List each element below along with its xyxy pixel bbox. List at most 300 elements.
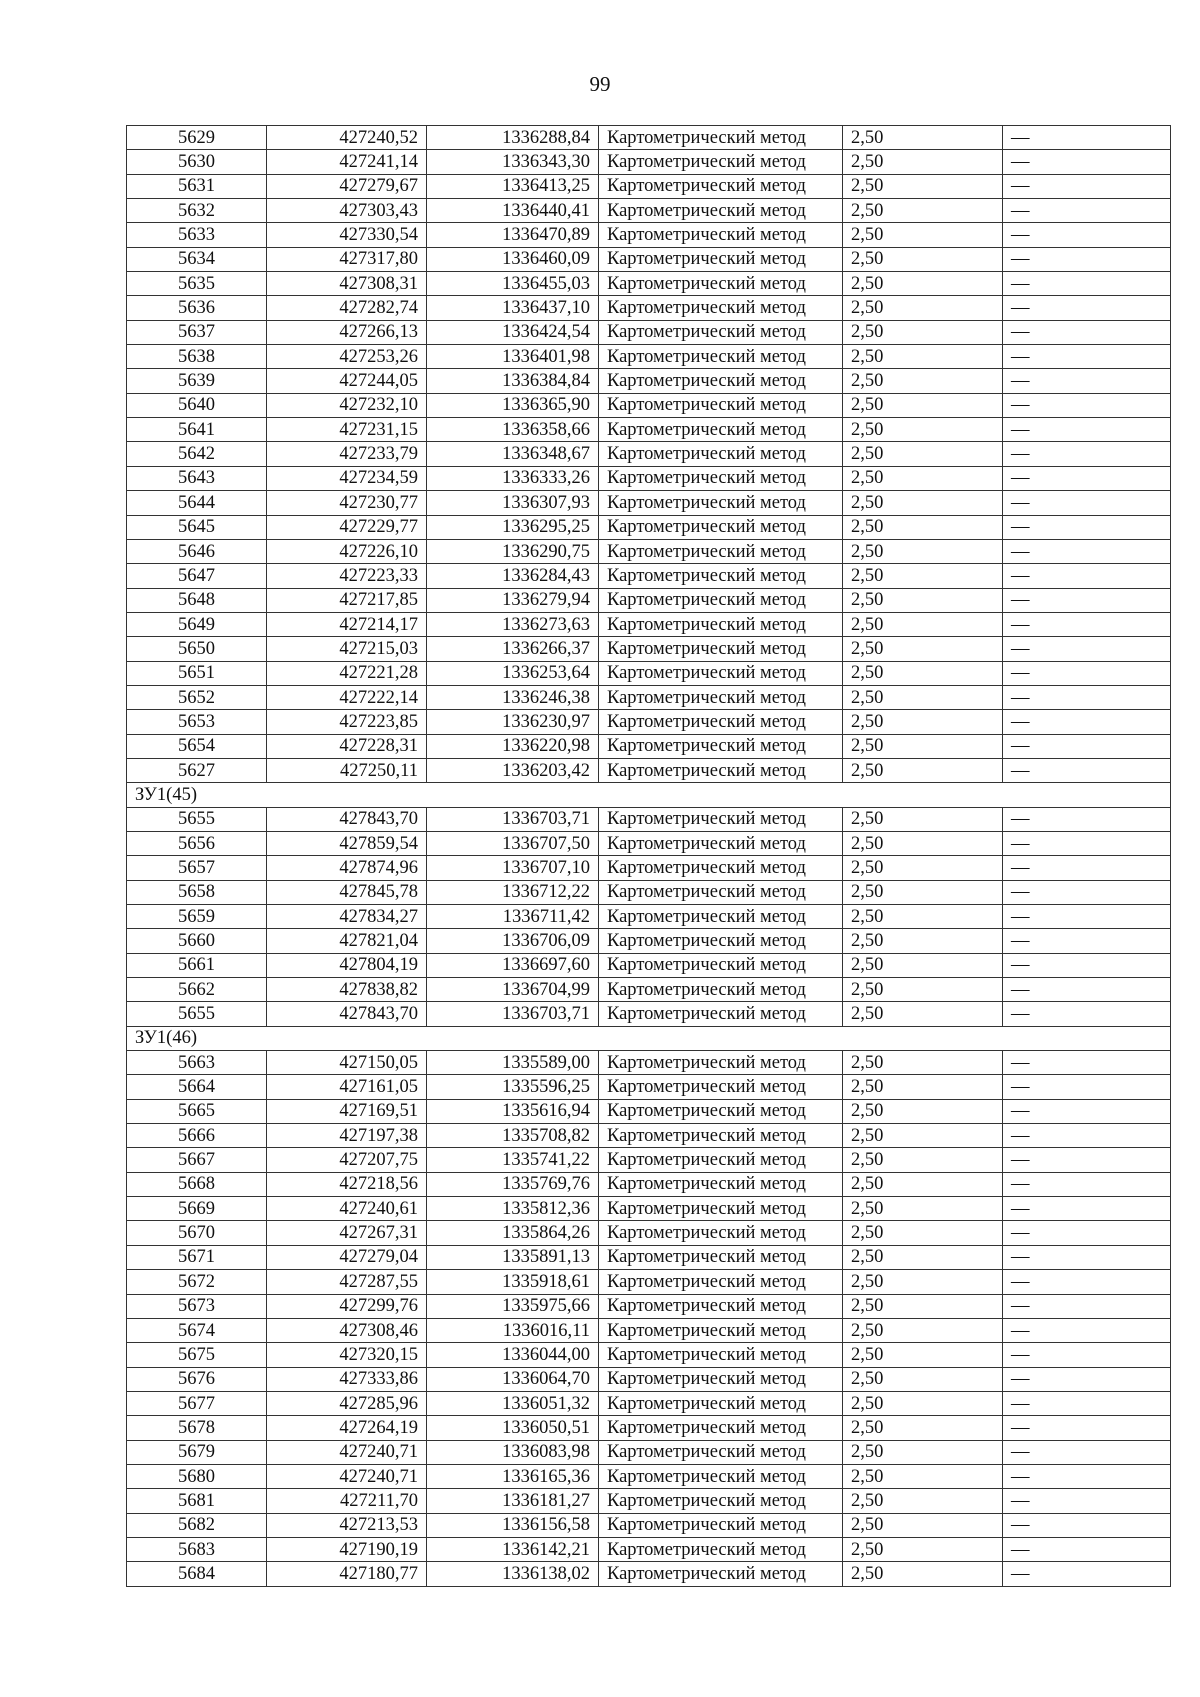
y-coordinate-cell: 1336470,89 bbox=[427, 223, 599, 247]
y-coordinate-cell: 1336288,84 bbox=[427, 126, 599, 150]
table-row bbox=[127, 1294, 1171, 1318]
method-cell: Картометрический метод bbox=[599, 515, 843, 539]
table-row bbox=[127, 1221, 1171, 1245]
point-number-cell: 5649 bbox=[127, 612, 267, 636]
description-cell: — bbox=[1003, 491, 1171, 515]
table-row bbox=[127, 1489, 1171, 1513]
accuracy-cell: 2,50 bbox=[843, 247, 1003, 271]
description-cell: — bbox=[1003, 1294, 1171, 1318]
table-row bbox=[127, 442, 1171, 466]
description-cell: — bbox=[1003, 831, 1171, 855]
y-coordinate-cell: 1335708,82 bbox=[427, 1124, 599, 1148]
accuracy-cell: 2,50 bbox=[843, 564, 1003, 588]
accuracy-cell: 2,50 bbox=[843, 1270, 1003, 1294]
description-cell: — bbox=[1003, 539, 1171, 563]
method-cell: Картометрический метод bbox=[599, 442, 843, 466]
point-number-cell: 5676 bbox=[127, 1367, 267, 1391]
y-coordinate-cell: 1336083,98 bbox=[427, 1440, 599, 1464]
description-cell: — bbox=[1003, 685, 1171, 709]
method-cell: Картометрический метод bbox=[599, 1172, 843, 1196]
description-cell: — bbox=[1003, 1562, 1171, 1586]
method-cell: Картометрический метод bbox=[599, 856, 843, 880]
point-number-cell: 5683 bbox=[127, 1537, 267, 1561]
x-coordinate-cell: 427240,71 bbox=[267, 1440, 427, 1464]
method-cell: Картометрический метод bbox=[599, 418, 843, 442]
method-cell: Картометрический метод bbox=[599, 1124, 843, 1148]
point-number-cell: 5637 bbox=[127, 320, 267, 344]
y-coordinate-cell: 1336295,25 bbox=[427, 515, 599, 539]
coordinates-table bbox=[126, 125, 1171, 1587]
method-cell: Картометрический метод bbox=[599, 588, 843, 612]
point-number-cell: 5671 bbox=[127, 1245, 267, 1269]
method-cell: Картометрический метод bbox=[599, 199, 843, 223]
table-row bbox=[127, 953, 1171, 977]
section-row bbox=[127, 1026, 1171, 1050]
description-cell: — bbox=[1003, 247, 1171, 271]
table-row bbox=[127, 1513, 1171, 1537]
description-cell: — bbox=[1003, 710, 1171, 734]
x-coordinate-cell: 427320,15 bbox=[267, 1343, 427, 1367]
description-cell: — bbox=[1003, 272, 1171, 296]
y-coordinate-cell: 1335596,25 bbox=[427, 1075, 599, 1099]
description-cell: — bbox=[1003, 758, 1171, 782]
accuracy-cell: 2,50 bbox=[843, 1099, 1003, 1123]
accuracy-cell: 2,50 bbox=[843, 296, 1003, 320]
point-number-cell: 5677 bbox=[127, 1391, 267, 1415]
description-cell: — bbox=[1003, 418, 1171, 442]
y-coordinate-cell: 1336440,41 bbox=[427, 199, 599, 223]
method-cell: Картометрический метод bbox=[599, 807, 843, 831]
method-cell: Картометрический метод bbox=[599, 369, 843, 393]
accuracy-cell: 2,50 bbox=[843, 1318, 1003, 1342]
table-row bbox=[127, 710, 1171, 734]
point-number-cell: 5662 bbox=[127, 978, 267, 1002]
table-row bbox=[127, 978, 1171, 1002]
y-coordinate-cell: 1336437,10 bbox=[427, 296, 599, 320]
y-coordinate-cell: 1336384,84 bbox=[427, 369, 599, 393]
point-number-cell: 5684 bbox=[127, 1562, 267, 1586]
accuracy-cell: 2,50 bbox=[843, 1124, 1003, 1148]
accuracy-cell: 2,50 bbox=[843, 1294, 1003, 1318]
x-coordinate-cell: 427214,17 bbox=[267, 612, 427, 636]
description-cell: — bbox=[1003, 1367, 1171, 1391]
point-number-cell: 5633 bbox=[127, 223, 267, 247]
description-cell: — bbox=[1003, 515, 1171, 539]
table-row bbox=[127, 539, 1171, 563]
table-row bbox=[127, 491, 1171, 515]
accuracy-cell: 2,50 bbox=[843, 1148, 1003, 1172]
x-coordinate-cell: 427845,78 bbox=[267, 880, 427, 904]
x-coordinate-cell: 427240,71 bbox=[267, 1464, 427, 1488]
description-cell: — bbox=[1003, 1537, 1171, 1561]
x-coordinate-cell: 427253,26 bbox=[267, 345, 427, 369]
point-number-cell: 5653 bbox=[127, 710, 267, 734]
table-row bbox=[127, 856, 1171, 880]
point-number-cell: 5669 bbox=[127, 1197, 267, 1221]
description-cell: — bbox=[1003, 393, 1171, 417]
y-coordinate-cell: 1335812,36 bbox=[427, 1197, 599, 1221]
description-cell: — bbox=[1003, 1172, 1171, 1196]
point-number-cell: 5680 bbox=[127, 1464, 267, 1488]
table-row bbox=[127, 393, 1171, 417]
point-number-cell: 5655 bbox=[127, 1002, 267, 1026]
method-cell: Картометрический метод bbox=[599, 174, 843, 198]
x-coordinate-cell: 427287,55 bbox=[267, 1270, 427, 1294]
table-row bbox=[127, 1148, 1171, 1172]
description-cell: — bbox=[1003, 807, 1171, 831]
table-row bbox=[127, 1367, 1171, 1391]
y-coordinate-cell: 1336050,51 bbox=[427, 1416, 599, 1440]
point-number-cell: 5681 bbox=[127, 1489, 267, 1513]
section-row bbox=[127, 783, 1171, 807]
description-cell: — bbox=[1003, 1197, 1171, 1221]
method-cell: Картометрический метод bbox=[599, 1099, 843, 1123]
accuracy-cell: 2,50 bbox=[843, 320, 1003, 344]
accuracy-cell: 2,50 bbox=[843, 1513, 1003, 1537]
x-coordinate-cell: 427244,05 bbox=[267, 369, 427, 393]
accuracy-cell: 2,50 bbox=[843, 466, 1003, 490]
description-cell: — bbox=[1003, 661, 1171, 685]
x-coordinate-cell: 427150,05 bbox=[267, 1051, 427, 1075]
y-coordinate-cell: 1336290,75 bbox=[427, 539, 599, 563]
accuracy-cell: 2,50 bbox=[843, 393, 1003, 417]
accuracy-cell: 2,50 bbox=[843, 1391, 1003, 1415]
table-row bbox=[127, 1464, 1171, 1488]
accuracy-cell: 2,50 bbox=[843, 1221, 1003, 1245]
table-row bbox=[127, 661, 1171, 685]
description-cell: — bbox=[1003, 856, 1171, 880]
point-number-cell: 5663 bbox=[127, 1051, 267, 1075]
table-row bbox=[127, 1245, 1171, 1269]
y-coordinate-cell: 1335918,61 bbox=[427, 1270, 599, 1294]
x-coordinate-cell: 427217,85 bbox=[267, 588, 427, 612]
table-row bbox=[127, 685, 1171, 709]
accuracy-cell: 2,50 bbox=[843, 1464, 1003, 1488]
x-coordinate-cell: 427264,19 bbox=[267, 1416, 427, 1440]
description-cell: — bbox=[1003, 612, 1171, 636]
accuracy-cell: 2,50 bbox=[843, 978, 1003, 1002]
y-coordinate-cell: 1336203,42 bbox=[427, 758, 599, 782]
method-cell: Картометрический метод bbox=[599, 1367, 843, 1391]
y-coordinate-cell: 1336712,22 bbox=[427, 880, 599, 904]
method-cell: Картометрический метод bbox=[599, 1416, 843, 1440]
table-row bbox=[127, 880, 1171, 904]
x-coordinate-cell: 427308,46 bbox=[267, 1318, 427, 1342]
table-row bbox=[127, 831, 1171, 855]
x-coordinate-cell: 427267,31 bbox=[267, 1221, 427, 1245]
y-coordinate-cell: 1336348,67 bbox=[427, 442, 599, 466]
table-row bbox=[127, 807, 1171, 831]
table-row bbox=[127, 174, 1171, 198]
description-cell: — bbox=[1003, 588, 1171, 612]
x-coordinate-cell: 427282,74 bbox=[267, 296, 427, 320]
table-row bbox=[127, 905, 1171, 929]
y-coordinate-cell: 1336333,26 bbox=[427, 466, 599, 490]
point-number-cell: 5659 bbox=[127, 905, 267, 929]
point-number-cell: 5655 bbox=[127, 807, 267, 831]
method-cell: Картометрический метод bbox=[599, 1537, 843, 1561]
method-cell: Картометрический метод bbox=[599, 296, 843, 320]
y-coordinate-cell: 1336703,71 bbox=[427, 1002, 599, 1026]
description-cell: — bbox=[1003, 1343, 1171, 1367]
point-number-cell: 5652 bbox=[127, 685, 267, 709]
accuracy-cell: 2,50 bbox=[843, 1245, 1003, 1269]
y-coordinate-cell: 1336307,93 bbox=[427, 491, 599, 515]
method-cell: Картометрический метод bbox=[599, 685, 843, 709]
y-coordinate-cell: 1336460,09 bbox=[427, 247, 599, 271]
point-number-cell: 5670 bbox=[127, 1221, 267, 1245]
table-row bbox=[127, 515, 1171, 539]
description-cell: — bbox=[1003, 126, 1171, 150]
point-number-cell: 5678 bbox=[127, 1416, 267, 1440]
method-cell: Картометрический метод bbox=[599, 710, 843, 734]
point-number-cell: 5682 bbox=[127, 1513, 267, 1537]
method-cell: Картометрический метод bbox=[599, 1221, 843, 1245]
table-row bbox=[127, 1197, 1171, 1221]
table-row bbox=[127, 929, 1171, 953]
accuracy-cell: 2,50 bbox=[843, 685, 1003, 709]
description-cell: — bbox=[1003, 1075, 1171, 1099]
y-coordinate-cell: 1336246,38 bbox=[427, 685, 599, 709]
accuracy-cell: 2,50 bbox=[843, 174, 1003, 198]
description-cell: — bbox=[1003, 1221, 1171, 1245]
point-number-cell: 5627 bbox=[127, 758, 267, 782]
point-number-cell: 5646 bbox=[127, 539, 267, 563]
accuracy-cell: 2,50 bbox=[843, 953, 1003, 977]
x-coordinate-cell: 427240,61 bbox=[267, 1197, 427, 1221]
table-row bbox=[127, 1343, 1171, 1367]
table-row bbox=[127, 466, 1171, 490]
method-cell: Картометрический метод bbox=[599, 831, 843, 855]
accuracy-cell: 2,50 bbox=[843, 272, 1003, 296]
x-coordinate-cell: 427330,54 bbox=[267, 223, 427, 247]
description-cell: — bbox=[1003, 442, 1171, 466]
description-cell: — bbox=[1003, 1464, 1171, 1488]
y-coordinate-cell: 1336413,25 bbox=[427, 174, 599, 198]
y-coordinate-cell: 1335589,00 bbox=[427, 1051, 599, 1075]
y-coordinate-cell: 1336284,43 bbox=[427, 564, 599, 588]
table-row bbox=[127, 1318, 1171, 1342]
table-row bbox=[127, 418, 1171, 442]
x-coordinate-cell: 427234,59 bbox=[267, 466, 427, 490]
section-title: ЗУ1(46) bbox=[127, 1026, 1171, 1050]
x-coordinate-cell: 427213,53 bbox=[267, 1513, 427, 1537]
accuracy-cell: 2,50 bbox=[843, 637, 1003, 661]
table-row bbox=[127, 247, 1171, 271]
y-coordinate-cell: 1336455,03 bbox=[427, 272, 599, 296]
table-row bbox=[127, 320, 1171, 344]
y-coordinate-cell: 1336697,60 bbox=[427, 953, 599, 977]
x-coordinate-cell: 427223,33 bbox=[267, 564, 427, 588]
y-coordinate-cell: 1336711,42 bbox=[427, 905, 599, 929]
point-number-cell: 5639 bbox=[127, 369, 267, 393]
method-cell: Картометрический метод bbox=[599, 734, 843, 758]
description-cell: — bbox=[1003, 1245, 1171, 1269]
x-coordinate-cell: 427197,38 bbox=[267, 1124, 427, 1148]
x-coordinate-cell: 427279,04 bbox=[267, 1245, 427, 1269]
x-coordinate-cell: 427226,10 bbox=[267, 539, 427, 563]
y-coordinate-cell: 1336165,36 bbox=[427, 1464, 599, 1488]
y-coordinate-cell: 1336230,97 bbox=[427, 710, 599, 734]
method-cell: Картометрический метод bbox=[599, 223, 843, 247]
point-number-cell: 5666 bbox=[127, 1124, 267, 1148]
x-coordinate-cell: 427266,13 bbox=[267, 320, 427, 344]
accuracy-cell: 2,50 bbox=[843, 710, 1003, 734]
x-coordinate-cell: 427211,70 bbox=[267, 1489, 427, 1513]
y-coordinate-cell: 1336704,99 bbox=[427, 978, 599, 1002]
method-cell: Картометрический метод bbox=[599, 393, 843, 417]
method-cell: Картометрический метод bbox=[599, 272, 843, 296]
x-coordinate-cell: 427317,80 bbox=[267, 247, 427, 271]
x-coordinate-cell: 427222,14 bbox=[267, 685, 427, 709]
method-cell: Картометрический метод bbox=[599, 1562, 843, 1586]
point-number-cell: 5636 bbox=[127, 296, 267, 320]
description-cell: — bbox=[1003, 1124, 1171, 1148]
accuracy-cell: 2,50 bbox=[843, 661, 1003, 685]
accuracy-cell: 2,50 bbox=[843, 612, 1003, 636]
description-cell: — bbox=[1003, 1318, 1171, 1342]
method-cell: Картометрический метод bbox=[599, 247, 843, 271]
y-coordinate-cell: 1335864,26 bbox=[427, 1221, 599, 1245]
method-cell: Картометрический метод bbox=[599, 1440, 843, 1464]
method-cell: Картометрический метод bbox=[599, 978, 843, 1002]
table-row bbox=[127, 758, 1171, 782]
accuracy-cell: 2,50 bbox=[843, 199, 1003, 223]
x-coordinate-cell: 427169,51 bbox=[267, 1099, 427, 1123]
description-cell: — bbox=[1003, 199, 1171, 223]
accuracy-cell: 2,50 bbox=[843, 905, 1003, 929]
x-coordinate-cell: 427859,54 bbox=[267, 831, 427, 855]
table-row bbox=[127, 1391, 1171, 1415]
coordinates-table-body bbox=[127, 126, 1171, 1587]
accuracy-cell: 2,50 bbox=[843, 1343, 1003, 1367]
point-number-cell: 5657 bbox=[127, 856, 267, 880]
accuracy-cell: 2,50 bbox=[843, 539, 1003, 563]
table-row bbox=[127, 296, 1171, 320]
point-number-cell: 5664 bbox=[127, 1075, 267, 1099]
method-cell: Картометрический метод bbox=[599, 1270, 843, 1294]
accuracy-cell: 2,50 bbox=[843, 1172, 1003, 1196]
description-cell: — bbox=[1003, 1440, 1171, 1464]
accuracy-cell: 2,50 bbox=[843, 588, 1003, 612]
description-cell: — bbox=[1003, 1391, 1171, 1415]
x-coordinate-cell: 427303,43 bbox=[267, 199, 427, 223]
point-number-cell: 5679 bbox=[127, 1440, 267, 1464]
description-cell: — bbox=[1003, 637, 1171, 661]
accuracy-cell: 2,50 bbox=[843, 758, 1003, 782]
x-coordinate-cell: 427279,67 bbox=[267, 174, 427, 198]
table-row bbox=[127, 588, 1171, 612]
method-cell: Картометрический метод bbox=[599, 880, 843, 904]
point-number-cell: 5644 bbox=[127, 491, 267, 515]
description-cell: — bbox=[1003, 296, 1171, 320]
y-coordinate-cell: 1336424,54 bbox=[427, 320, 599, 344]
x-coordinate-cell: 427821,04 bbox=[267, 929, 427, 953]
x-coordinate-cell: 427161,05 bbox=[267, 1075, 427, 1099]
x-coordinate-cell: 427207,75 bbox=[267, 1148, 427, 1172]
method-cell: Картометрический метод bbox=[599, 1464, 843, 1488]
page-number: 99 bbox=[589, 72, 611, 96]
method-cell: Картометрический метод bbox=[599, 491, 843, 515]
point-number-cell: 5656 bbox=[127, 831, 267, 855]
description-cell: — bbox=[1003, 880, 1171, 904]
point-number-cell: 5648 bbox=[127, 588, 267, 612]
accuracy-cell: 2,50 bbox=[843, 1367, 1003, 1391]
accuracy-cell: 2,50 bbox=[843, 1197, 1003, 1221]
description-cell: — bbox=[1003, 174, 1171, 198]
x-coordinate-cell: 427804,19 bbox=[267, 953, 427, 977]
description-cell: — bbox=[1003, 369, 1171, 393]
description-cell: — bbox=[1003, 150, 1171, 174]
method-cell: Картометрический метод bbox=[599, 320, 843, 344]
point-number-cell: 5642 bbox=[127, 442, 267, 466]
description-cell: — bbox=[1003, 345, 1171, 369]
accuracy-cell: 2,50 bbox=[843, 150, 1003, 174]
method-cell: Картометрический метод bbox=[599, 1489, 843, 1513]
accuracy-cell: 2,50 bbox=[843, 734, 1003, 758]
table-row bbox=[127, 345, 1171, 369]
description-cell: — bbox=[1003, 564, 1171, 588]
point-number-cell: 5629 bbox=[127, 126, 267, 150]
x-coordinate-cell: 427180,77 bbox=[267, 1562, 427, 1586]
method-cell: Картометрический метод bbox=[599, 953, 843, 977]
y-coordinate-cell: 1336703,71 bbox=[427, 807, 599, 831]
description-cell: — bbox=[1003, 953, 1171, 977]
point-number-cell: 5643 bbox=[127, 466, 267, 490]
description-cell: — bbox=[1003, 734, 1171, 758]
point-number-cell: 5661 bbox=[127, 953, 267, 977]
accuracy-cell: 2,50 bbox=[843, 1537, 1003, 1561]
x-coordinate-cell: 427221,28 bbox=[267, 661, 427, 685]
point-number-cell: 5658 bbox=[127, 880, 267, 904]
point-number-cell: 5654 bbox=[127, 734, 267, 758]
point-number-cell: 5632 bbox=[127, 199, 267, 223]
method-cell: Картометрический метод bbox=[599, 1294, 843, 1318]
y-coordinate-cell: 1336343,30 bbox=[427, 150, 599, 174]
accuracy-cell: 2,50 bbox=[843, 880, 1003, 904]
accuracy-cell: 2,50 bbox=[843, 1440, 1003, 1464]
y-coordinate-cell: 1336707,10 bbox=[427, 856, 599, 880]
y-coordinate-cell: 1335975,66 bbox=[427, 1294, 599, 1318]
table-row bbox=[127, 126, 1171, 150]
x-coordinate-cell: 427308,31 bbox=[267, 272, 427, 296]
point-number-cell: 5634 bbox=[127, 247, 267, 271]
description-cell: — bbox=[1003, 1051, 1171, 1075]
description-cell: — bbox=[1003, 929, 1171, 953]
accuracy-cell: 2,50 bbox=[843, 1051, 1003, 1075]
method-cell: Картометрический метод bbox=[599, 1051, 843, 1075]
table-row bbox=[127, 150, 1171, 174]
point-number-cell: 5668 bbox=[127, 1172, 267, 1196]
accuracy-cell: 2,50 bbox=[843, 929, 1003, 953]
point-number-cell: 5647 bbox=[127, 564, 267, 588]
table-row bbox=[127, 369, 1171, 393]
accuracy-cell: 2,50 bbox=[843, 515, 1003, 539]
table-row bbox=[127, 199, 1171, 223]
point-number-cell: 5651 bbox=[127, 661, 267, 685]
method-cell: Картометрический метод bbox=[599, 1391, 843, 1415]
method-cell: Картометрический метод bbox=[599, 345, 843, 369]
method-cell: Картометрический метод bbox=[599, 1318, 843, 1342]
table-row bbox=[127, 1002, 1171, 1026]
table-row bbox=[127, 223, 1171, 247]
description-cell: — bbox=[1003, 1270, 1171, 1294]
x-coordinate-cell: 427333,86 bbox=[267, 1367, 427, 1391]
y-coordinate-cell: 1336253,64 bbox=[427, 661, 599, 685]
accuracy-cell: 2,50 bbox=[843, 369, 1003, 393]
description-cell: — bbox=[1003, 320, 1171, 344]
y-coordinate-cell: 1335891,13 bbox=[427, 1245, 599, 1269]
